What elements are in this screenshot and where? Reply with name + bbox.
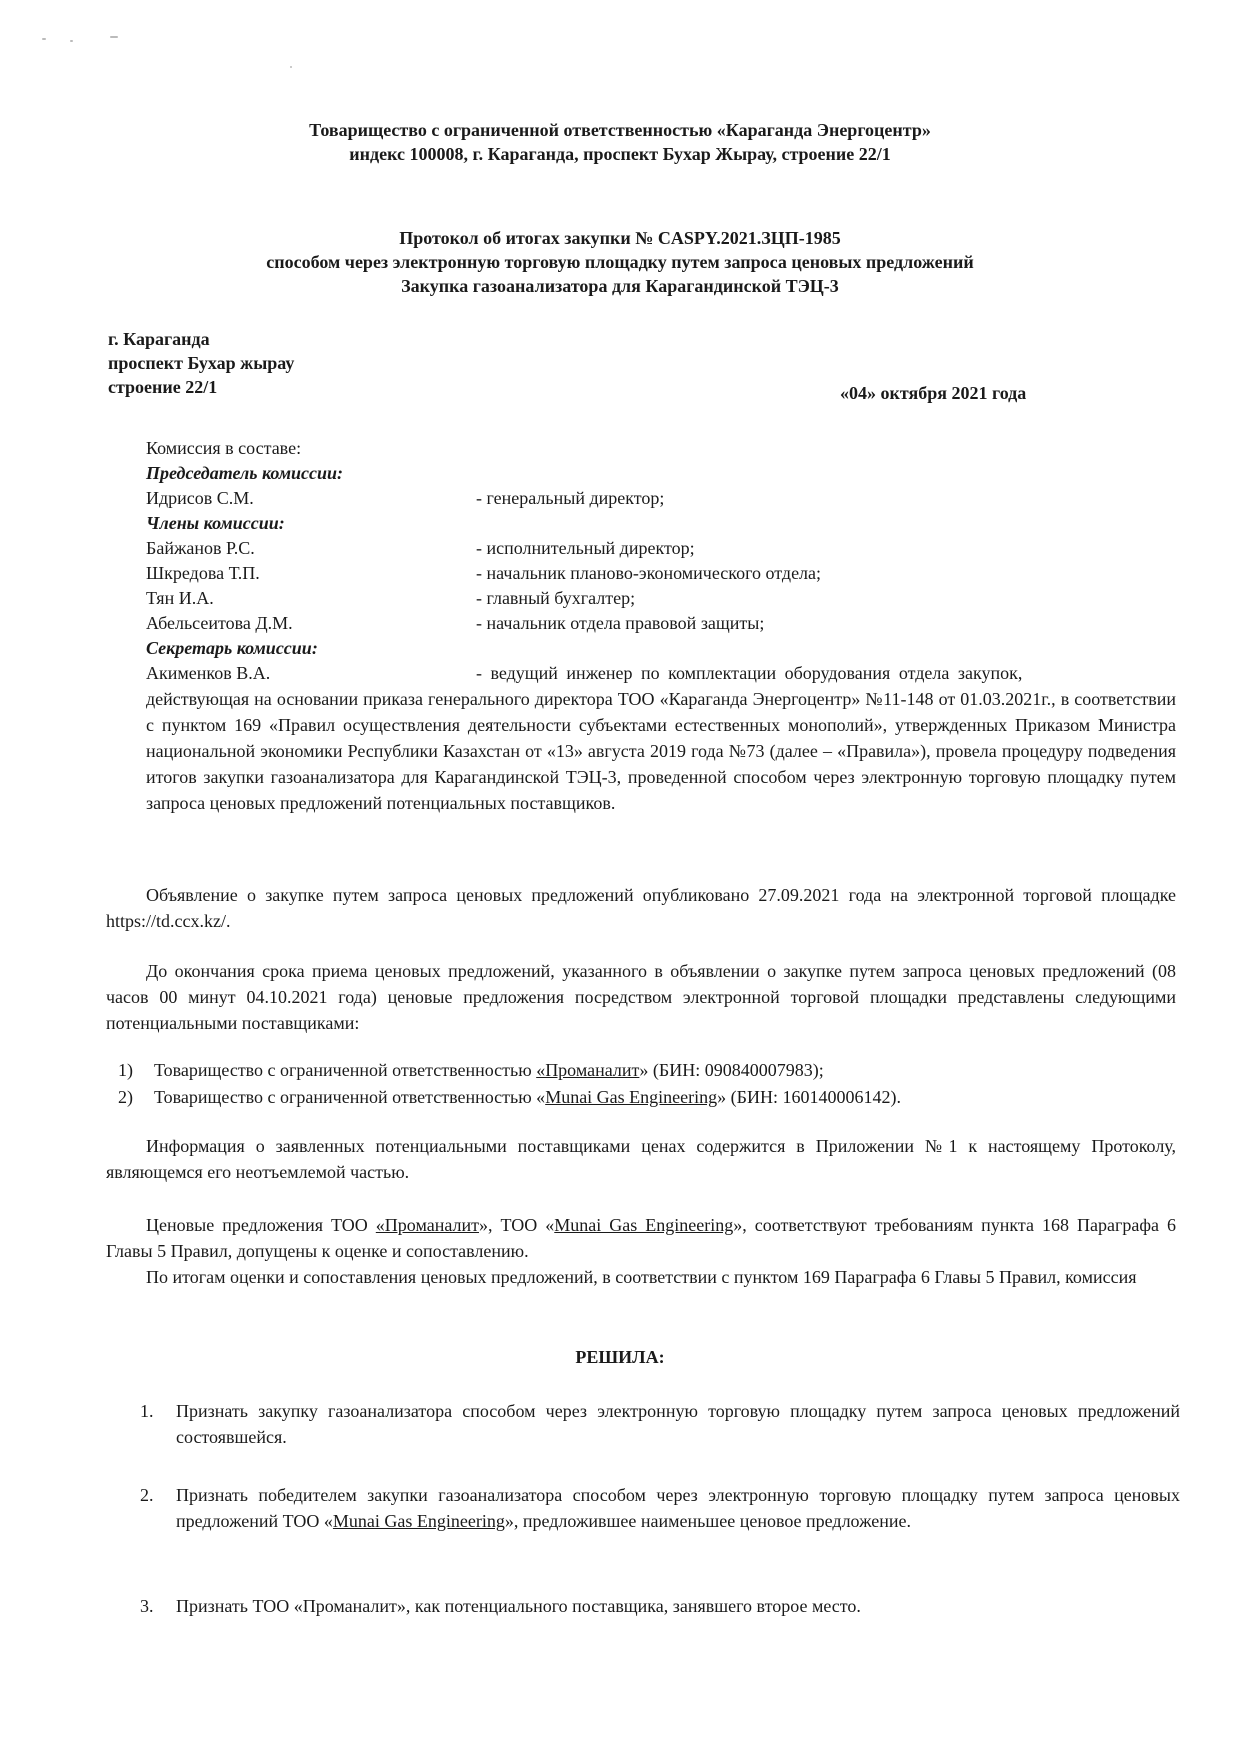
scan-speck [70, 40, 73, 42]
procurement-subject: Закупка газоанализатора для Карагандинской ТЭЦ-3 [401, 276, 839, 296]
commission-basis-paragraph: действующая на основании приказа генерального директора ТОО «Караганда Энергоцентр» №11-148 от 01.03.2021г., в соответствии с пунктом 169 «Правил осуществления деятельности субъектами естественных монополий», утвержденных Приказом Министра национальной экономики Республики Казахстан от «13» августа 2019 года №73 (далее – «Правила»), провела процедуру подведения итогов закупки газоанализатора для Карагандинской ТЭЦ-3, проведенной способом через электронную торговую площадку путем запроса ценовых предложений потенциальных поставщиков. [146, 689, 1176, 813]
compliance-text: Ценовые предложения ТОО [146, 1215, 376, 1235]
organization-header [0, 118, 1240, 166]
supplier-suffix: » (БИН: 160140006142). [717, 1087, 901, 1107]
evaluation-paragraph: По итогам оценки и сопоставления ценовых предложений, в соответствии с пунктом 169 Параграфа 6 Главы 5 Правил, комиссия [146, 1267, 1137, 1287]
member-role: - исполнительный директор; [476, 538, 695, 558]
decided-heading: РЕШИЛА: [575, 1347, 665, 1367]
supplier-number: 1) [118, 1060, 133, 1080]
member-name: Тян И.А. [146, 588, 214, 608]
commission-list [146, 436, 1176, 686]
decision-text [176, 1482, 1180, 1534]
supplier-name: «Проманалит [536, 1060, 640, 1080]
supplier-prefix: Товарищество с ограниченной ответственностью [154, 1060, 537, 1080]
protocol-date: «04» октября 2021 года [840, 383, 1027, 403]
member-role: - начальник отдела правовой защиты; [476, 613, 765, 633]
secretary-heading-row [146, 636, 1176, 661]
commission-member-row [146, 561, 1176, 586]
protocol-title [0, 226, 1240, 298]
member-name: Акименков В.А. [146, 663, 271, 683]
member-role: - ведущий инженер по комплектации оборудования отдела закупок, [476, 663, 1023, 683]
supplier-name: «Проманалит [375, 1215, 479, 1235]
supplier-suffix: » (БИН: 090840007983); [639, 1060, 824, 1080]
scan-speck [110, 36, 118, 38]
decision-number: 1. [140, 1401, 154, 1421]
commission-member-row [146, 486, 1176, 511]
decision-number: 3. [140, 1596, 154, 1616]
place-street: проспект Бухар жырау [108, 353, 295, 373]
decision-text-part: Признать победителем закупки газоанализатора способом через электронную торговую площадку путем запроса ценовых предложений ТОО « [176, 1485, 1180, 1531]
member-name: Шкредова Т.П. [146, 563, 260, 583]
members-heading: Члены комиссии: [146, 513, 285, 533]
scan-speck [290, 66, 292, 68]
scan-speck [42, 38, 46, 40]
decision-number: 2. [140, 1485, 154, 1505]
commission-member-row [146, 611, 1176, 636]
supplier-item [118, 1057, 1178, 1084]
member-name: Абельсеитова Д.М. [146, 613, 293, 633]
member-role: - начальник планово-экономического отдела; [476, 563, 822, 583]
commission-member-row [146, 661, 1176, 686]
suppliers-list [118, 1057, 1178, 1111]
decision-text: Признать ТОО «Проманалит», как потенциального поставщика, занявшего второе место. [176, 1596, 861, 1616]
supplier-name: Munai Gas Engineering [332, 1511, 505, 1531]
compliance-paragraph [106, 1212, 1176, 1264]
supplier-number: 2) [118, 1087, 133, 1107]
chair-heading: Председатель комиссии: [146, 463, 344, 483]
protocol-place [108, 327, 294, 399]
deadline-paragraph: До окончания срока приема ценовых предложений, указанного в объявлении о закупке путем запроса ценовых предложений (08 часов 00 минут 04.10.2021 года) ценовые предложения посредством электронной торговой площадки представлены следующими потенциальными поставщиками: [106, 961, 1176, 1033]
decision-text: Признать закупку газоанализатора способом через электронную торговую площадку путем запроса ценовых предложений состоявшейся. [176, 1401, 1180, 1447]
supplier-name: Munai Gas Engineering [554, 1215, 734, 1235]
decision-item [140, 1593, 1180, 1619]
member-role: - генеральный директор; [476, 488, 665, 508]
decision-item [140, 1398, 1180, 1450]
place-building: строение 22/1 [108, 377, 218, 397]
member-role: - главный бухгалтер; [476, 588, 636, 608]
supplier-prefix: Товарищество с ограниченной ответственностью « [154, 1087, 546, 1107]
commission-intro: Комиссия в составе: [146, 438, 302, 458]
compliance-text: », соответствуют требованиям пункта 168 Параграфа 6 Главы 5 Правил, допущены к оценке и сопоставлению. [106, 1215, 1176, 1261]
price-info-paragraph: Информация о заявленных потенциальными поставщиками ценах содержится в Приложении №1 к настоящему Протоколу, являющемся его неотъемлемой частью. [106, 1136, 1176, 1182]
supplier-item [118, 1084, 1178, 1111]
announcement-paragraph: Объявление о закупке путем запроса ценовых предложений опубликовано 27.09.2021 года на электронной торговой площадке https://td.ccx.kz/. [106, 885, 1176, 931]
organization-address: индекс 100008, г. Караганда, проспект Бухар Жырау, строение 22/1 [349, 144, 891, 164]
member-name: Байжанов Р.С. [146, 538, 255, 558]
protocol-number: Протокол об итогах закупки № CASPY.2021.ЗЦП-1985 [399, 228, 841, 248]
member-name: Идрисов С.М. [146, 488, 254, 508]
decision-item [140, 1482, 1180, 1534]
procurement-method: способом через электронную торговую площадку путем запроса ценовых предложений [266, 252, 974, 272]
commission-member-row [146, 586, 1176, 611]
place-city: г. Караганда [108, 329, 210, 349]
organization-name: Товарищество с ограниченной ответственностью «Караганда Энергоцентр» [309, 120, 931, 140]
commission-intro-row [146, 436, 1176, 461]
members-heading-row [146, 511, 1176, 536]
chair-heading-row [146, 461, 1176, 486]
commission-member-row [146, 536, 1176, 561]
decision-text-part: », предложившее наименьшее ценовое предложение. [504, 1511, 912, 1531]
compliance-text: », ТОО « [478, 1215, 555, 1235]
supplier-name: Munai Gas Engineering [545, 1087, 718, 1107]
secretary-heading: Секретарь комиссии: [146, 638, 318, 658]
